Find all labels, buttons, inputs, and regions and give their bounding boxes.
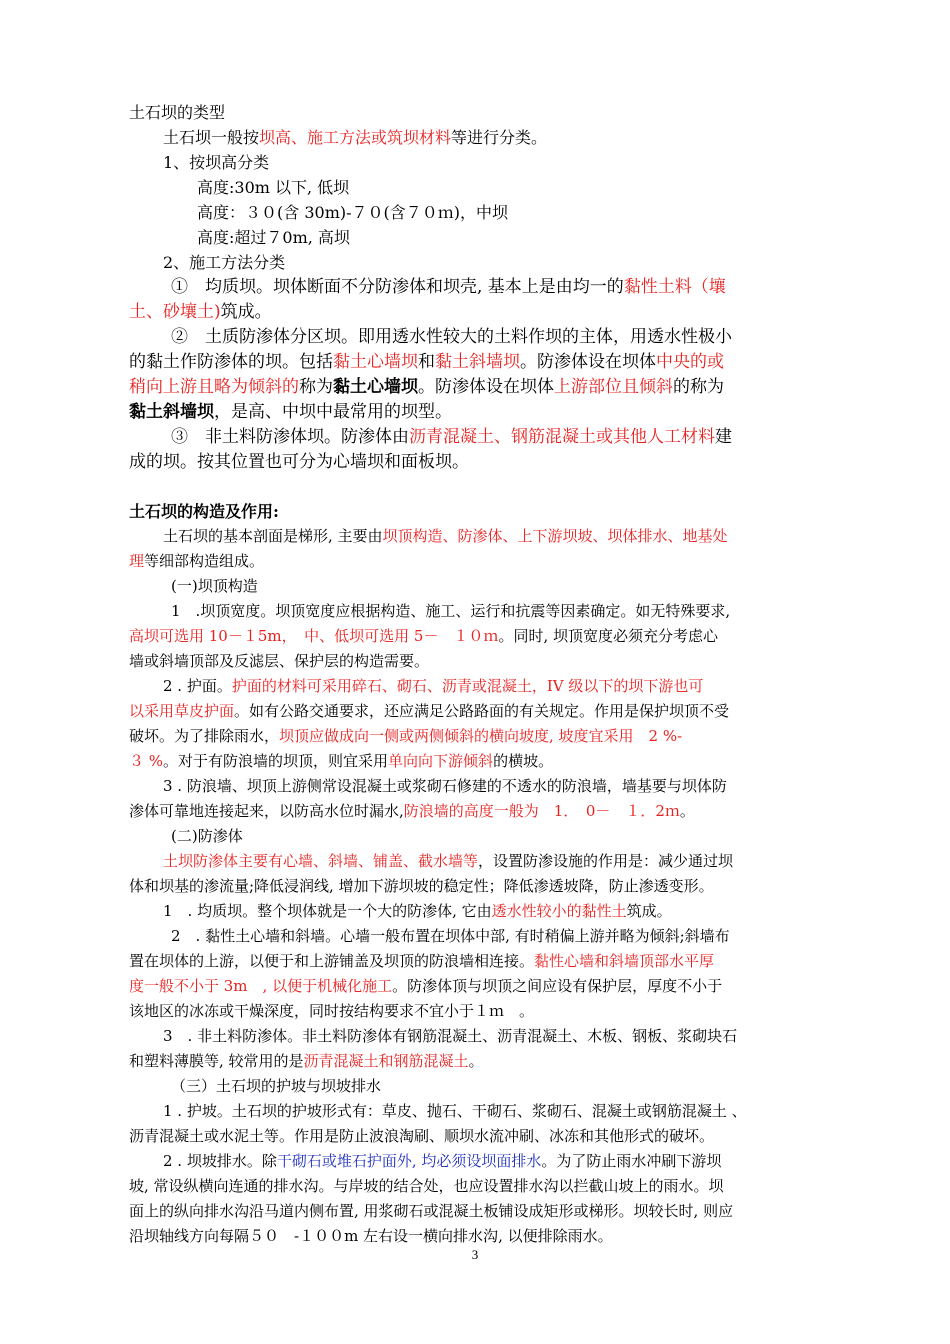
paragraph: ② 土质防渗体分区坝。即用透水性较大的土料作坝的主体，用透水性极小 <box>171 327 732 347</box>
subheading-seepage: (二)防渗体 <box>171 827 243 845</box>
paragraph: 2 . 黏性土心墙和斜墙。心墙一般布置在坝体中部, 有时稍偏上游并略为倾斜;斜墙布 <box>171 927 730 945</box>
paragraph: 2 . 护面。护面的材料可采用碎石、砌石、沥青或混凝土，IV 级以下的坝下游也可 <box>163 677 704 695</box>
paragraph: 渗体可靠地连接起来，以防高水位时漏水,防浪墙的高度一般为 1． 0－ １．2ｍ。 <box>129 802 695 820</box>
paragraph: 土石坝一般按坝高、施工方法或筑坝材料等进行分类。 <box>163 128 548 147</box>
heading-by-construction: 2、施工方法分类 <box>163 253 286 272</box>
paragraph: 体和坝基的渗流量;降低浸润线, 增加下游坝坡的稳定性；降低渗透坡降，防止渗透变形。 <box>129 877 714 895</box>
paragraph: 土、砂壤土)筑成。 <box>129 302 272 322</box>
paragraph: ③ 非土料防渗体坝。防渗体由沥青混凝土、钢筋混凝土或其他人工材料建 <box>171 427 732 447</box>
paragraph: 理等细部构造组成。 <box>129 552 265 570</box>
paragraph: 1 . 均质坝。整个坝体就是一个大的防渗体, 它由透水性较小的黏性土筑成。 <box>163 902 672 920</box>
paragraph: 3 . 非土料防渗体。非土料防渗体有钢筋混凝土、沥青混凝土、木板、钢板、浆砌块石 <box>163 1027 738 1045</box>
list-item: 高度：３０(含 30m)-７０(含７０ｍ)，中坝 <box>197 203 508 222</box>
paragraph: 墙或斜墙顶部及反滤层、保护层的构造需要。 <box>129 652 430 670</box>
paragraph: 的黏土作防渗体的坝。包括黏土心墙坝和黏土斜墙坝。防渗体设在坝体中央的或 <box>129 352 724 372</box>
paragraph: 土坝防渗体主要有心墙、斜墙、铺盖、截水墙等，设置防渗设施的作用是：减少通过坝 <box>163 852 734 870</box>
list-item: 高度:30m 以下, 低坝 <box>197 178 350 197</box>
heading-by-height: 1、按坝高分类 <box>163 153 270 172</box>
paragraph: 3 . 防浪墙、坝顶上游侧常设混凝土或浆砌石修建的不透水的防浪墙，墙基要与坝体防 <box>163 777 727 795</box>
list-item: 高度:超过７0m, 高坝 <box>197 228 350 247</box>
subheading-slope: （三）土石坝的护坡与坝坡排水 <box>171 1077 382 1095</box>
paragraph: 破坏。为了排除雨水，坝顶应做成向一侧或两侧倾斜的横向坡度, 坡度宜采用 2 %- <box>129 727 683 745</box>
subheading-crest: (一)坝顶构造 <box>171 577 258 595</box>
paragraph: 高坝可选用 10－１5m， 中、低坝可选用 5－ １０ｍ。同时, 坝顶宽度必须充分考虑心 <box>129 627 718 645</box>
paragraph: 稍向上游且略为倾斜的称为黏土心墙坝。防渗体设在坝体上游部位且倾斜的称为 <box>129 377 724 397</box>
paragraph: 成的坝。按其位置也可分为心墙坝和面板坝。 <box>129 452 469 472</box>
paragraph: 置在坝体的上游，以便于和上游铺盖及坝顶的防浪墙相连接。黏性心墙和斜墙顶部水平厚 <box>129 952 715 970</box>
paragraph: ３ %。对于有防浪墙的坝顶，则宜采用单向向下游倾斜的横坡。 <box>129 752 554 770</box>
page-number: 3 <box>471 1247 479 1262</box>
paragraph: 沥青混凝土或水泥土等。作用是防止波浪淘刷、顺坝水流冲刷、冰冻和其他形式的破坏。 <box>129 1127 715 1145</box>
paragraph: 1 . 护坡。土石坝的护坡形式有：草皮、抛石、干砌石、浆砌石、混凝土或钢筋混凝土 、 <box>163 1102 747 1120</box>
paragraph: 土石坝的基本剖面是梯形, 主要由坝顶构造、防渗体、上下游坝坡、坝体排水、地基处 <box>163 527 728 545</box>
document-body <box>129 100 835 1249</box>
paragraph: 度一般不小于 3m , 以便于机械化施工。防渗体顶与坝顶之间应设有保护层，厚度不小于 <box>129 977 723 995</box>
paragraph: 和塑料薄膜等, 较常用的是沥青混凝土和钢筋混凝土。 <box>129 1052 484 1070</box>
section-title-structure: 土石坝的构造及作用: <box>129 502 279 521</box>
paragraph: 以采用草皮护面。如有公路交通要求，还应满足公路路面的有关规定。作用是保护坝顶不受 <box>129 702 730 720</box>
paragraph: 沿坝轴线方向每隔５０ -１００m 左右设一横向排水沟, 以便排除雨水。 <box>129 1227 613 1245</box>
paragraph: 面上的纵向排水沟沿马道内侧布置, 用浆砌石或混凝土板铺设成矩形或梯形。坝较长时, 则应 <box>129 1202 734 1220</box>
paragraph: 该地区的冰冻或干燥深度，同时按结构要求不宜小于１ｍ 。 <box>129 1002 535 1020</box>
paragraph: 2 . 坝坡排水。除干砌石或堆石护面外, 均必须设坝面排水。为了防止雨水冲刷下游坝 <box>163 1152 722 1170</box>
paragraph: 1 .坝顶宽度。坝顶宽度应根据构造、施工、运行和抗震等因素确定。如无特殊要求, <box>171 602 731 620</box>
section-title-dam-types: 土石坝的类型 <box>129 103 226 122</box>
paragraph: ① 均质坝。坝体断面不分防渗体和坝壳, 基本上是由均一的黏性土料（壤 <box>171 277 726 297</box>
paragraph: 黏土斜墙坝，是高、中坝中最常用的坝型。 <box>129 402 452 422</box>
paragraph: 坡, 常设纵横向连通的排水沟。与岸坡的结合处，也应设置排水沟以拦截山坡上的雨水。坝 <box>129 1177 724 1195</box>
